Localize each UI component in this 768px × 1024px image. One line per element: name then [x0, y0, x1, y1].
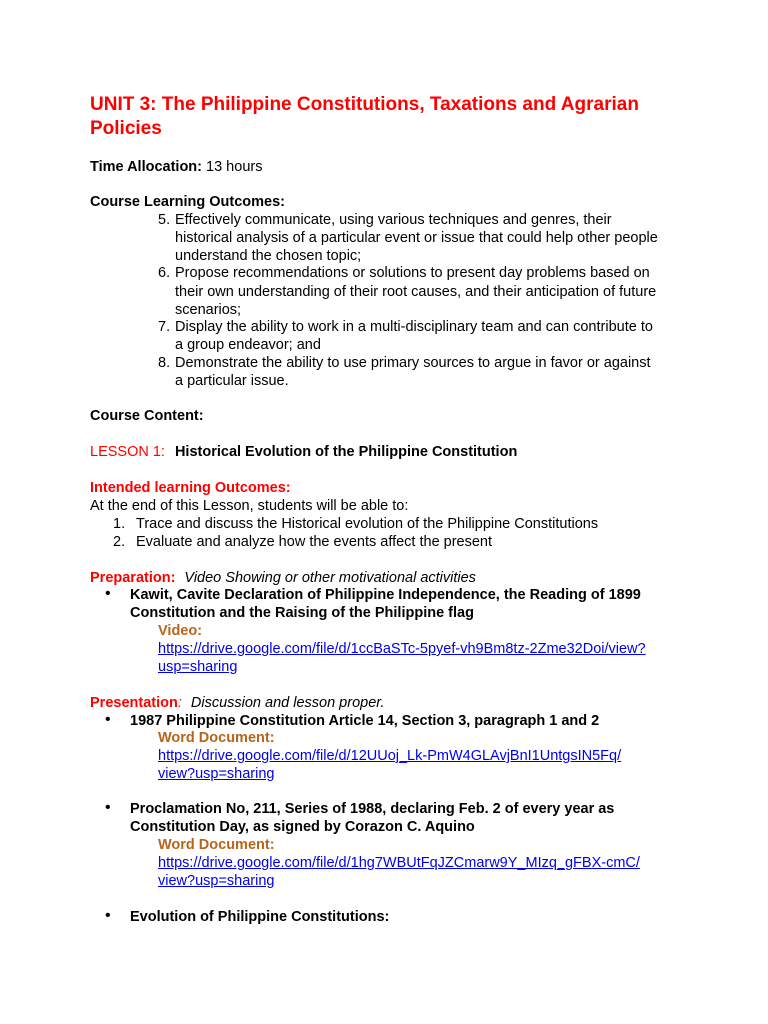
- lesson-heading: [90, 444, 517, 460]
- presentation-desc: Discussion and lesson proper.: [190, 695, 385, 711]
- clo-item-8-num: 8.: [158, 355, 171, 371]
- word-document-link-2-line2[interactable]: view?usp=sharing: [158, 873, 275, 889]
- unit-title-line2: Policies: [90, 118, 162, 139]
- presentation-item-3-line1: Evolution of Philippine Constitutions:: [130, 909, 390, 925]
- ilo-heading: Intended learning Outcomes:: [90, 480, 291, 496]
- bullet-icon: •: [105, 799, 111, 816]
- lesson-label: LESSON 1:: [90, 444, 165, 460]
- word-document-link-1-line1[interactable]: https://drive.google.com/file/d/12UUoj_Lk-PmW4GLAvjBnI1UntgsIN5Fq/: [158, 748, 622, 764]
- ilo-item-2-num: 2.: [113, 534, 126, 550]
- clo-item-8-line1: Demonstrate the ability to use primary sources to argue in favor or against: [175, 355, 651, 371]
- clo-item-5-line3: understand the chosen topic;: [175, 248, 362, 264]
- clo-item-5-line1: Effectively communicate, using various techniques and genres, their: [175, 212, 612, 228]
- presentation-colon: :: [177, 695, 182, 711]
- video-link-line2[interactable]: usp=sharing: [158, 659, 238, 675]
- presentation-item-1-line1: 1987 Philippine Constitution Article 14, Section 3, paragraph 1 and 2: [130, 713, 600, 729]
- preparation-desc: Video Showing or other motivational activities: [184, 570, 476, 586]
- bullet-icon: •: [105, 907, 111, 924]
- preparation-item-line1: Kawit, Cavite Declaration of Philippine Independence, the Reading of 1899: [130, 587, 641, 603]
- word-document-label-1: Word Document:: [158, 730, 275, 746]
- presentation-heading: [90, 695, 385, 711]
- lesson-title: Historical Evolution of the Philippine Constitution: [174, 444, 518, 460]
- preparation-item-line2: Constitution and the Raising of the Philippine flag: [130, 605, 474, 621]
- clo-item-6-line2: their own understanding of their root causes, and their anticipation of future: [175, 284, 657, 300]
- ilo-intro: At the end of this Lesson, students will be able to:: [90, 498, 409, 514]
- clo-item-6-line3: scenarios;: [175, 302, 242, 318]
- word-document-link-1-line2[interactable]: view?usp=sharing: [158, 766, 275, 782]
- course-content-heading: Course Content:: [90, 408, 204, 424]
- clo-item-6-line1: Propose recommendations or solutions to present day problems based on: [175, 265, 650, 281]
- ilo-item-2-text: Evaluate and analyze how the events affect the present: [136, 534, 493, 550]
- clo-item-5-num: 5.: [158, 212, 171, 228]
- clo-item-7-num: 7.: [158, 319, 171, 335]
- clo-item-7-line1: Display the ability to work in a multi-disciplinary team and can contribute to: [175, 319, 653, 335]
- time-allocation-label: Time Allocation:: [90, 159, 202, 175]
- preparation-heading: [90, 570, 476, 586]
- presentation-item-2-line2: Constitution Day, as signed by Corazon C. Aquino: [130, 819, 475, 835]
- word-document-label-2: Word Document:: [158, 837, 275, 853]
- video-link-line1[interactable]: https://drive.google.com/file/d/1ccBaSTc-5pyef-vh9Bm8tz-2Zme32Doi/view?: [158, 641, 646, 657]
- word-document-link-2-line1[interactable]: https://drive.google.com/file/d/1hg7WBUtFqJZCmarw9Y_MIzq_gFBX-cmC/: [158, 855, 640, 871]
- clo-item-8-line2: a particular issue.: [175, 373, 289, 389]
- clo-item-6-num: 6.: [158, 265, 171, 281]
- time-allocation: [90, 159, 262, 175]
- clo-heading: Course Learning Outcomes:: [90, 194, 285, 210]
- ilo-item-1-text: Trace and discuss the Historical evolution of the Philippine Constitutions: [136, 516, 599, 532]
- clo-item-5-line2: historical analysis of a particular event or issue that could help other people: [175, 230, 658, 246]
- time-allocation-value: 13 hours: [202, 159, 263, 175]
- ilo-item-1-num: 1.: [113, 516, 126, 532]
- presentation-item-2-line1: Proclamation No, 211, Series of 1988, declaring Feb. 2 of every year as: [130, 801, 615, 817]
- presentation-label: Presentation: [90, 695, 178, 711]
- bullet-icon: •: [105, 711, 111, 728]
- unit-title-line1: UNIT 3: The Philippine Constitutions, Taxations and Agrarian: [90, 94, 639, 115]
- preparation-label: Preparation:: [90, 570, 176, 586]
- clo-item-7-line2: a group endeavor; and: [175, 337, 321, 353]
- video-label: Video:: [158, 623, 203, 639]
- bullet-icon: •: [105, 585, 111, 602]
